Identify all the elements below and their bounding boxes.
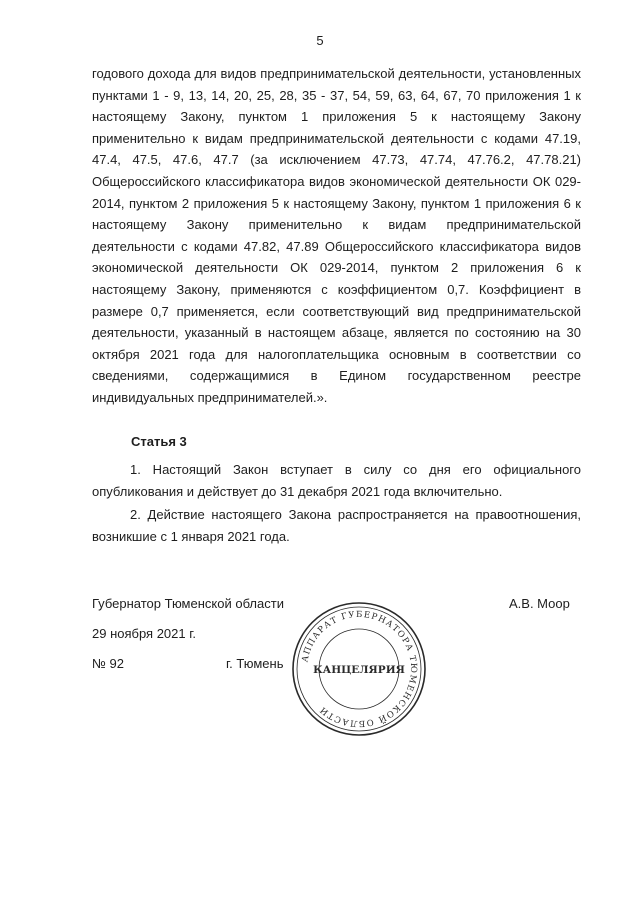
signatory-position: Губернатор Тюменской области xyxy=(92,596,284,611)
signatory-name: А.В. Моор xyxy=(509,596,570,611)
document-city: г. Тюмень xyxy=(226,656,284,671)
main-paragraph: годового дохода для видов предпринимательской деятельности, установленных пунктами 1 - 9, 13, 14, 20, 25, 28, 35 - 37, 54, 59, 63, 64, 67, 70 приложения 1 к настоящему Закону, пунктом 1 приложения 5 к настоящему Закону применительно к видам предпринимательской деятельности с кодами 47.19, 47.4, 47.5, 47.6, 47.7 (за исключением 47.73, 47.74, 47.76.2, 47.78.21) Общероссийского классификатора видов экономической деятельности ОК 029-2014, пунктом 2 приложения 5 к настоящему Закону, пунктом 1 приложения 6 к настоящему Закону применительно к видам предпринимательской деятельности с кодами 47.82, 47.89 Общероссийского классификатора видов экономической деятельности ОК 029-2014, пунктом 2 приложения 6 к настоящему Закону, применяются с коэффициентом 0,7. Коэффициент в размере 0,7 применяется, если соответствующий вид предпринимательской деятельности, указанный в настоящем абзаце, является по состоянию на 30 октября 2021 года для налогоплательщика основным в соответствии со сведениями, содержащимися в Едином государственном реестре индивидуальных предпринимателей.». xyxy=(92,66,581,405)
article-item-1: 1. Настоящий Закон вступает в силу со дня его официального опубликования и действует до 31 декабря 2021 года включительно. xyxy=(92,462,581,499)
article-item-2: 2. Действие настоящего Закона распространяется на правоотношения, возникшие с 1 января 2021 года. xyxy=(92,507,581,544)
article-heading: Статья 3 xyxy=(131,434,187,449)
document-number: № 92 xyxy=(92,656,125,671)
article-3-body xyxy=(92,459,581,549)
main-paragraph-block xyxy=(92,63,581,409)
seal-ring-text: АППАРАТ ГУБЕРНАТОРА ТЮМЕНСКОЙ ОБЛАСТИ xyxy=(300,609,419,729)
page-number: 5 xyxy=(316,33,324,48)
document-date: 29 ноября 2021 г. xyxy=(92,626,196,641)
seal-center-text: КАНЦЕЛЯРИЯ xyxy=(313,664,405,676)
official-seal-stamp xyxy=(290,600,428,738)
